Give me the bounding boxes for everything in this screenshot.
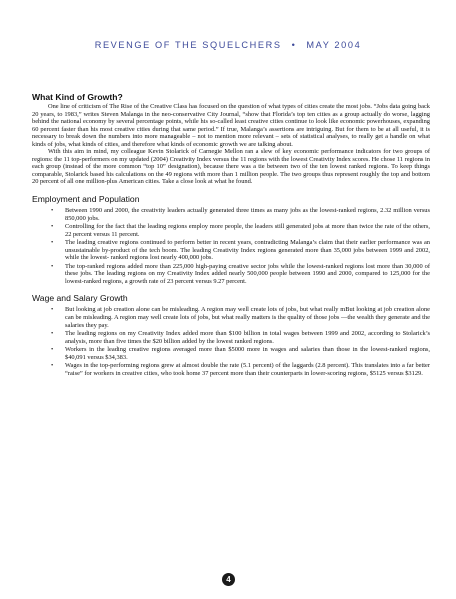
- list-item-text: Workers in the leading creative regions averaged more than $5000 more in wages and salaries than those in the lowest-ranked regions, $40,091 versus $34,383.: [65, 346, 430, 361]
- list-item-text: Between 1990 and 2000, the creativity leaders actually generated three times as many jobs as the lowest-ranked regions, 2.32 million versus 850,000 jobs.: [65, 207, 430, 222]
- bullet: •: [51, 346, 54, 354]
- header-title: REVENGE OF THE SQUELCHERS: [94, 40, 282, 50]
- bullet: •: [51, 207, 54, 215]
- bullet: •: [51, 362, 54, 370]
- paragraph: With this aim in mind, my colleague Kevin Stolarick of Carnegie Mellon ran a slew of key economic performance indicators for two groups of regions: the 11 top-performers on my updated (2004) Creativity Index versus the 11 regions with the lowest Creativity Index scores. He chose 11 regions in each group (instead of the more common “top 10” designation), because there was a tie between two of the ten lowest ranked regions. To keep things comparable, Stolarick based his calculations on the 49 regions with more than 1 million people. The two groups thus represent roughly the top and bottom 20 percent of all one million-plus American cities. Take a close look at what he found.: [32, 148, 430, 186]
- header-separator: •: [291, 40, 297, 50]
- section-title: What Kind of Growth?: [32, 92, 123, 102]
- list-item: [32, 346, 430, 361]
- running-header: [0, 40, 456, 50]
- list-item-text: But looking at job creation alone can be misleading. A region may well create lots of jobs, but what really mBut looking at job creation alone can be misleading. A region may well create lots of jobs, but what really matters is the quality of those jobs —the wealth they generate and the salaries they pay.: [65, 306, 430, 329]
- employment-heading: Employment and Population: [32, 194, 140, 205]
- list-item: [32, 223, 430, 238]
- list-item: [32, 330, 430, 345]
- bullet: •: [51, 262, 54, 270]
- bullet: •: [51, 223, 54, 231]
- bullet: •: [51, 239, 54, 247]
- employment-list: [32, 207, 430, 285]
- wages-list: [32, 306, 430, 377]
- bullet: •: [51, 330, 54, 338]
- wages-heading: Wage and Salary Growth: [32, 293, 128, 304]
- list-item: [32, 207, 430, 222]
- list-item-text: The leading creative regions continued to perform better in recent years, contradicting Malanga’s claim that their earlier performance was an unsustainable by-product of the tech boom. The leading Creativity Index regions generated more than 35,000 jobs between 1999 and 2002, while the lowest- ranked regions lost nearly 400,000 jobs.: [65, 239, 430, 262]
- header-date: MAY 2004: [306, 40, 362, 50]
- list-item: [32, 239, 430, 262]
- list-item-text: Wages in the top-performing regions grew at almost double the rate (5.1 percent) of the laggards (2.8 percent). This translates into a far better “raise” for workers in creative cities, who took home 37 percent more than their counterparts in lower-scoring regions, $5125 versus $3129.: [65, 362, 430, 377]
- article-body: [32, 92, 430, 378]
- list-item-text: The top-ranked regions added more than 225,000 high-paying creative sector jobs while the lowest-ranked regions lost more than 30,000 of these jobs. The leading regions on my Creativity Index added nearly 500,000 people between 1990 and 2000, compared to 125,000 for the lowest-ranked regions, a growth rate of 23 percent versus 9.27 percent.: [65, 262, 430, 285]
- list-item: [32, 306, 430, 329]
- bullet: •: [51, 306, 54, 314]
- paragraph: One line of criticism of The Rise of the Creative Class has focused on the question of what types of cities create the most jobs. “Jobs data going back 20 years, to 1983,” writes Steven Malanga in the neo-conservative City Journal, “show that Florida’s top ten cities as a group actually do worse, lagging behind the national economy by several percentage points, while his so-called least creative cities continue to look like economic powerhouses, expanding 60 percent faster than his most creative cities during that same period.” If true, Malanga’s assertions are intriguing. But for them to be at all useful, it is necessary to break down the numbers into more manageable – not to mention more relevant – sets of statistical analyses, to really get a handle on what kinds of jobs, what kinds of cities, and therefore what kinds of economic growth we are talking about.: [32, 103, 430, 148]
- list-item: [32, 362, 430, 377]
- page-number: 4: [222, 573, 235, 586]
- list-item-text: Controlling for the fact that the leading regions employ more people, the leaders still generated jobs at more than twice the rate of the others, 22 percent versus 11 percent.: [65, 223, 430, 238]
- list-item: [32, 263, 430, 286]
- list-item-text: The leading regions on my Creativity Index added more than $100 billion in total wages between 1999 and 2002, according to Stolarick’s analysis, more than five times the $20 billion added by the lowest ranked regions.: [65, 330, 430, 345]
